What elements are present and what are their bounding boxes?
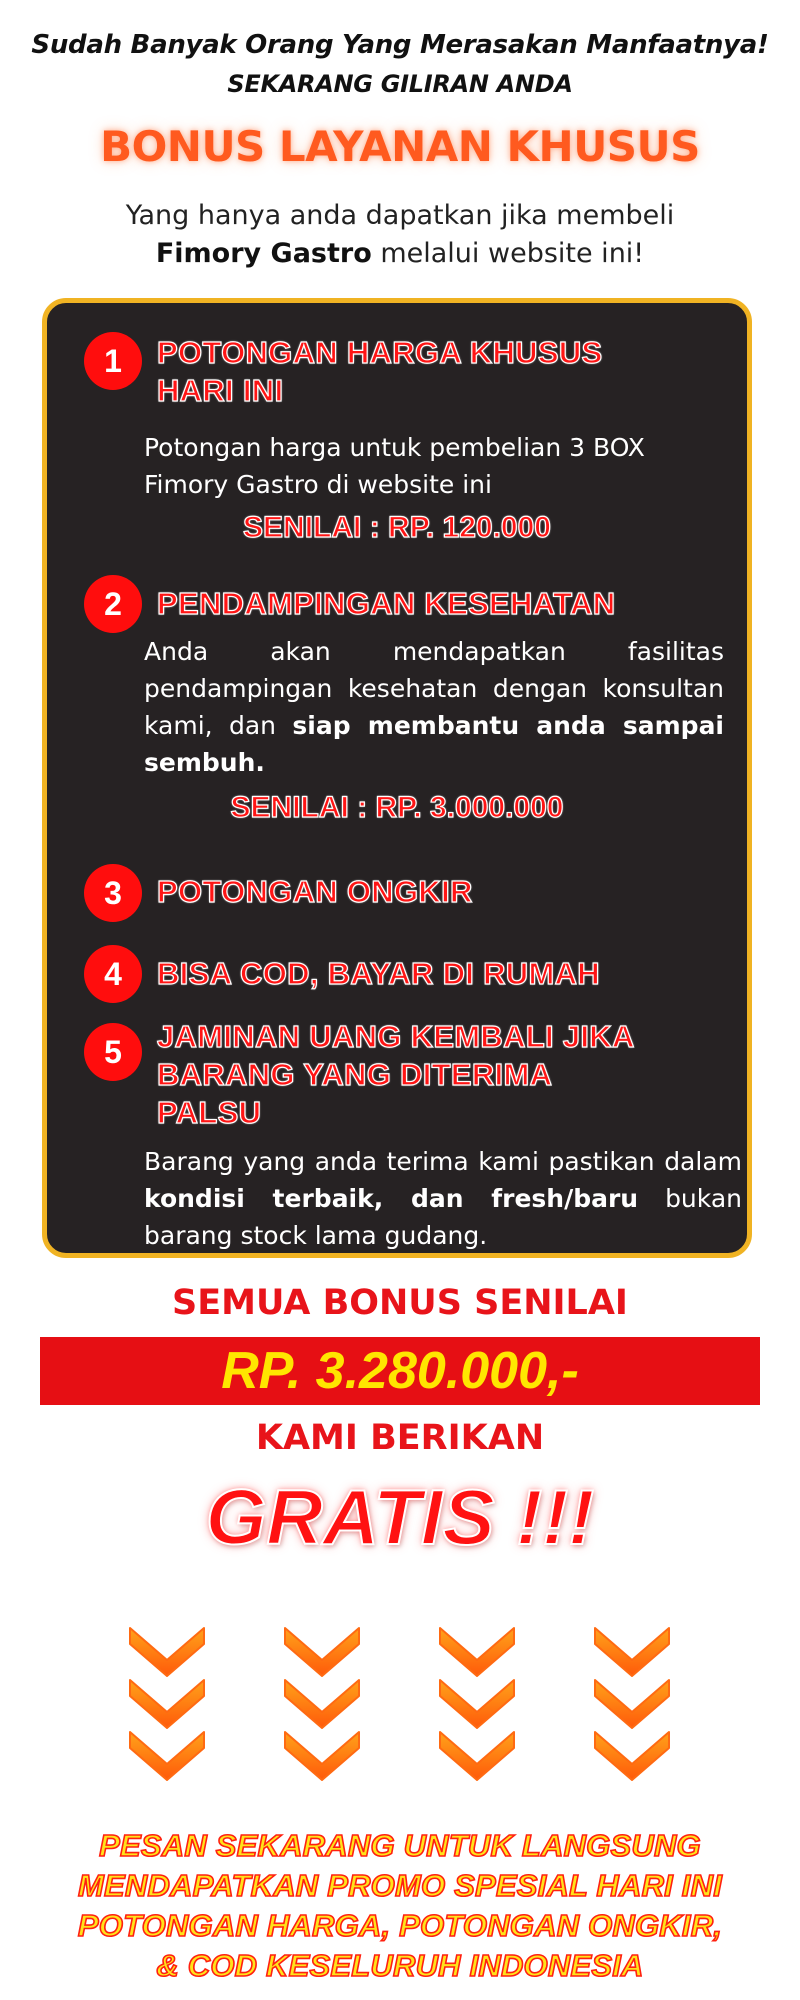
bonus-5-title bbox=[157, 1018, 635, 1132]
bonus-1-description-line-2: Fimory Gastro di website ini bbox=[144, 470, 492, 499]
bonus-number-5: 5 bbox=[84, 1023, 142, 1081]
arrow-column-3 bbox=[432, 1620, 522, 1790]
bonus-list-box bbox=[42, 298, 752, 1258]
kami-berikan-label: KAMI BERIKAN bbox=[255, 1418, 545, 1458]
bonus-number-2: 2 bbox=[84, 575, 142, 633]
bonus-5-title-line-1: JAMINAN UANG KEMBALI JIKA bbox=[157, 1019, 635, 1054]
bonus-3-title: POTONGAN ONGKIR bbox=[157, 874, 473, 909]
bonus-5-title-line-3: PALSU bbox=[157, 1095, 262, 1130]
bonus-1-value: SENILAI : RP. 120.000 bbox=[243, 511, 551, 544]
bonus-1-title bbox=[157, 334, 603, 410]
cta-line-4: & COD KESELURUH INDONESIA bbox=[156, 1948, 644, 1983]
bonus-5-description-text: Barang yang anda terima kami pastikan dalam bbox=[144, 1147, 742, 1176]
bonus-5-title-line-2: BARANG YANG DITERIMA bbox=[157, 1057, 553, 1092]
cta-line-2: MENDAPATKAN PROMO SPESIAL HARI INI bbox=[77, 1868, 723, 1903]
tagline-line-2: SEKARANG GILIRAN ANDA bbox=[227, 70, 573, 98]
arrow-column-2 bbox=[277, 1620, 367, 1790]
bonus-1-title-line-2: HARI INI bbox=[157, 373, 284, 408]
cta-line-3: POTONGAN HARGA, POTONGAN ONGKIR, bbox=[77, 1908, 723, 1943]
total-price-banner bbox=[40, 1337, 760, 1405]
arrow-column-1 bbox=[122, 1620, 212, 1790]
bonus-1-title-line-1: POTONGAN HARGA KHUSUS bbox=[157, 335, 603, 370]
bonus-2-description bbox=[144, 633, 724, 781]
bonus-number-4: 4 bbox=[84, 945, 142, 1003]
bonus-2-description-bold: siap membantu anda sampai sembuh. bbox=[144, 711, 725, 777]
chevron-down-icon bbox=[432, 1724, 522, 1786]
total-price: RP. 3.280.000,- bbox=[221, 1342, 579, 1400]
intro-rest: melalui website ini! bbox=[371, 238, 645, 269]
chevron-down-icon bbox=[122, 1724, 212, 1786]
product-name: Fimory Gastro bbox=[155, 238, 372, 269]
bonus-4-title: BISA COD, BAYAR DI RUMAH bbox=[157, 956, 600, 991]
bonus-2-title: PENDAMPINGAN KESEHATAN bbox=[157, 586, 616, 621]
bonus-title: BONUS LAYANAN KHUSUS bbox=[100, 122, 700, 171]
bonus-number-1: 1 bbox=[84, 332, 142, 390]
bonus-1-description bbox=[144, 429, 724, 503]
bonus-5-description-bold: kondisi terbaik, dan fresh/baru bbox=[144, 1184, 639, 1213]
bonus-5-description bbox=[144, 1143, 742, 1254]
chevron-down-icon bbox=[587, 1724, 677, 1786]
bonus-number-3: 3 bbox=[84, 864, 142, 922]
bonus-5-description-end: bukan barang stock lama gudang. bbox=[144, 1184, 742, 1250]
call-to-action bbox=[0, 1826, 800, 1986]
bonus-2-description-text: Anda akan mendapatkan fasilitas pendampingan kesehatan dengan konsultan kami, dan bbox=[144, 637, 724, 740]
bonus-1-description-line-1: Potongan harga untuk pembelian 3 BOX bbox=[144, 433, 645, 462]
all-bonus-value-label: SEMUA BONUS SENILAI bbox=[172, 1283, 628, 1323]
chevron-down-icon bbox=[277, 1724, 367, 1786]
cta-line-1: PESAN SEKARANG UNTUK LANGSUNG bbox=[99, 1828, 701, 1863]
tagline-line-1: Sudah Banyak Orang Yang Merasakan Manfaatnya! bbox=[31, 30, 769, 60]
arrow-column-4 bbox=[587, 1620, 677, 1790]
intro-line-1: Yang hanya anda dapatkan jika membeli bbox=[125, 200, 675, 231]
bonus-2-value: SENILAI : RP. 3.000.000 bbox=[230, 791, 564, 824]
gratis-label: GRATIS !!! bbox=[205, 1473, 595, 1561]
intro-line-2 bbox=[0, 238, 800, 269]
